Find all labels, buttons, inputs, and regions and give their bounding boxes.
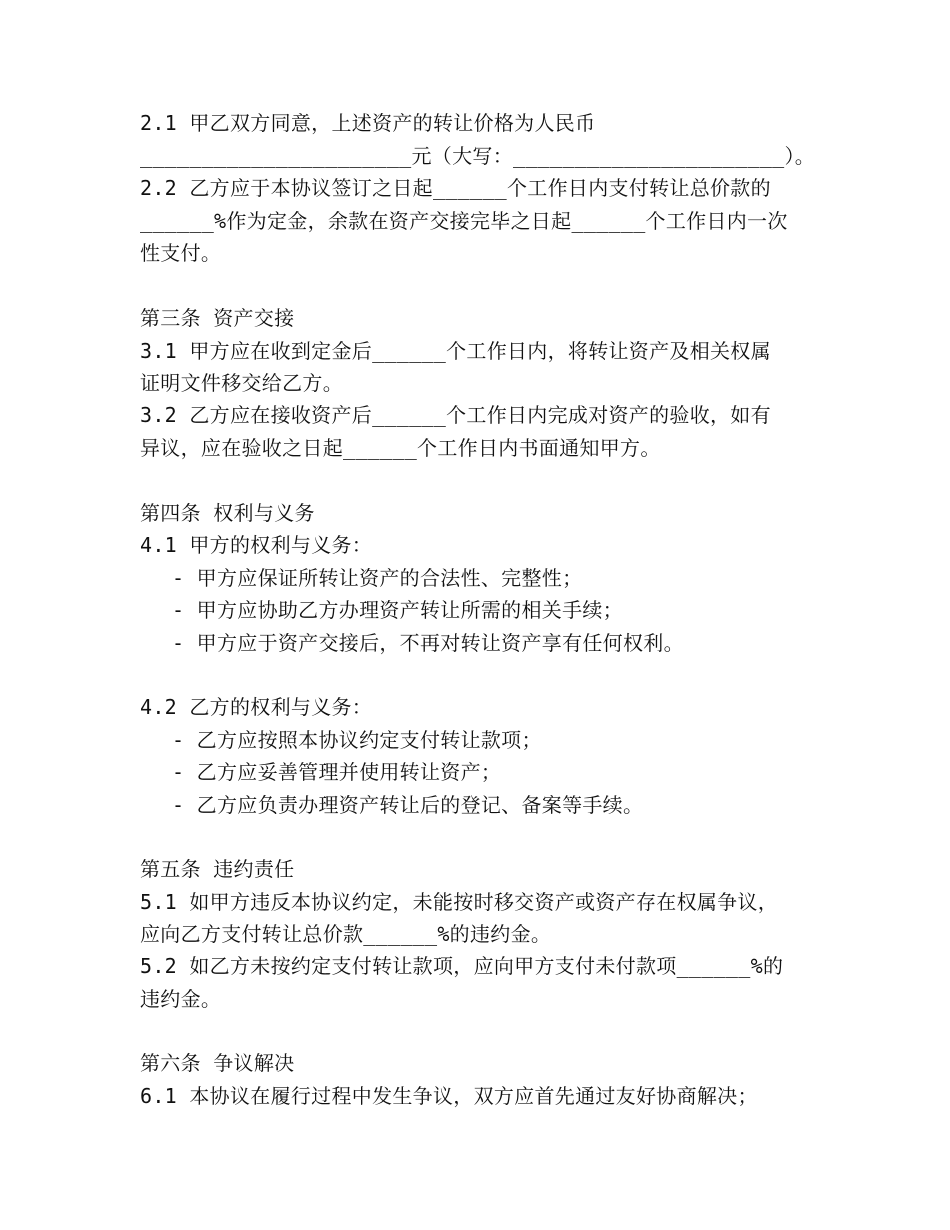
clause-6-1-line-1: 6.1 本协议在履行过程中发生争议，双方应首先通过友好协商解决； — [140, 1084, 758, 1108]
clause-4-1-item: - 甲方应于资产交接后，不再对转让资产享有任何权利。 — [172, 631, 684, 655]
clause-5-2-line-2: 违约金。 — [140, 987, 222, 1011]
clause-4-2-title: 4.2 乙方的权利与义务： — [140, 695, 373, 719]
clause-2-1-line-1: 2.1 甲乙双方同意，上述资产的转让价格为人民币 — [140, 111, 596, 135]
clause-4-1-title: 4.1 甲方的权利与义务： — [140, 533, 373, 557]
clause-2-1-line-2: ______________________元（大写：______________________）。 — [140, 144, 816, 168]
article-4-heading: 第四条 权利与义务 — [140, 501, 315, 525]
clause-4-2-item: - 乙方应按照本协议约定支付转让款项； — [172, 728, 542, 752]
clause-3-2-line-1: 3.2 乙方应在接收资产后______个工作日内完成对资产的验收，如有 — [140, 403, 771, 427]
clause-5-1-line-2: 应向乙方支付转让总价款______%的违约金。 — [140, 922, 552, 946]
clause-5-1-line-1: 5.1 如甲方违反本协议约定，未能按时移交资产或资产存在权属争议， — [140, 890, 779, 914]
clause-2-2-line-2: ______%作为定金，余款在资产交接完毕之日起______个工作日内一次 — [140, 209, 788, 233]
clause-3-1-line-2: 证明文件移交给乙方。 — [140, 371, 343, 395]
article-5-heading: 第五条 违约责任 — [140, 857, 295, 881]
clause-3-1-line-1: 3.1 甲方应在收到定金后______个工作日内，将转让资产及相关权属 — [140, 339, 771, 363]
article-6-heading: 第六条 争议解决 — [140, 1051, 295, 1075]
clause-5-2-line-1: 5.2 如乙方未按约定支付转让款项，应向甲方支付未付款项______%的 — [140, 954, 784, 978]
clause-4-1-item: - 甲方应协助乙方办理资产转让所需的相关手续； — [172, 598, 623, 622]
clause-4-2-item: - 乙方应妥善管理并使用转让资产； — [172, 760, 502, 784]
clause-4-1-item: - 甲方应保证所转让资产的合法性、完整性； — [172, 566, 583, 590]
clause-2-2-line-3: 性支付。 — [140, 241, 222, 265]
clause-4-2-item: - 乙方应负责办理资产转让后的登记、备案等手续。 — [172, 793, 644, 817]
clause-2-2-line-1: 2.2 乙方应于本协议签订之日起______个工作日内支付转让总价款的 — [140, 176, 771, 200]
article-3-heading: 第三条 资产交接 — [140, 306, 295, 330]
clause-3-2-line-2: 异议，应在验收之日起______个工作日内书面通知甲方。 — [140, 436, 661, 460]
